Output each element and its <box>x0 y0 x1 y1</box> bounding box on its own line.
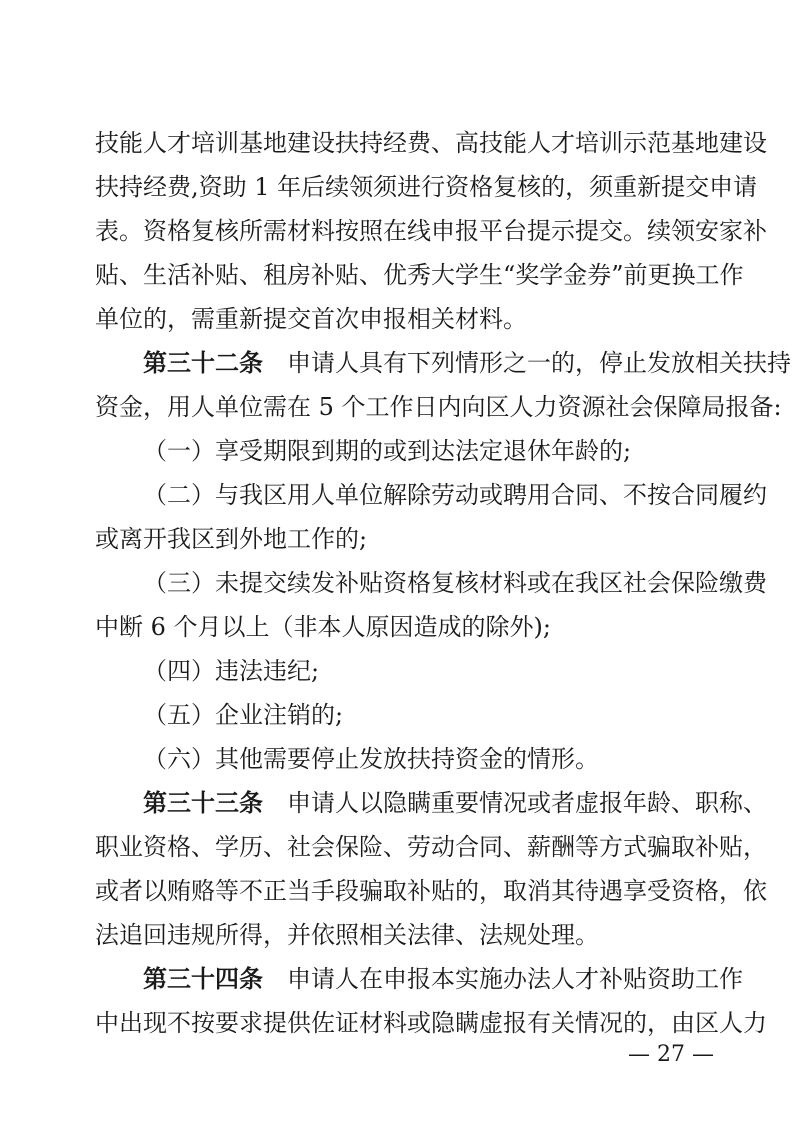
page-number: — 27 — <box>628 1042 714 1067</box>
text-line: 资金，用人单位需在 5 个工作日内向区人力资源社会保障局报备: <box>95 393 782 421</box>
text-line: 扶持经费,资助 1 年后续领须进行资格复核的，须重新提交申请 <box>95 173 758 201</box>
text-line: 单位的，需重新提交首次申报相关材料。 <box>95 305 527 333</box>
article-32-number: 第三十二条 <box>143 349 263 377</box>
article-32-first-line <box>143 343 791 383</box>
text-line: 或离开我区到外地工作的; <box>95 525 368 553</box>
text-line: 中断 6 个月以上（非本人原因造成的除外); <box>95 613 551 641</box>
text-line: 贴、生活补贴、租房补贴、优秀大学生“奖学金券”前更换工作 <box>95 261 744 289</box>
list-item: （六）其他需要停止发放扶持资金的情形。 <box>143 745 599 773</box>
text-line: 中出现不按要求提供佐证材料或隐瞒虚报有关情况的，由区人力 <box>95 1009 767 1037</box>
list-item: （二）与我区用人单位解除劳动或聘用合同、不按合同履约 <box>143 481 767 509</box>
article-33-number: 第三十三条 <box>143 789 263 817</box>
list-item: （五）企业注销的; <box>143 701 344 729</box>
article-33-first-line <box>143 783 767 823</box>
list-item: （三）未提交续发补贴资格复核材料或在我区社会保险缴费 <box>143 569 767 597</box>
text-line: 职业资格、学历、社会保险、劳动合同、薪酬等方式骗取补贴， <box>95 833 767 861</box>
text-line: 技能人才培训基地建设扶持经费、高技能人才培训示范基地建设 <box>95 129 767 157</box>
article-32-text: 申请人具有下列情形之一的，停止发放相关扶持 <box>287 349 791 377</box>
article-34-number: 第三十四条 <box>143 965 263 993</box>
list-item: （四）违法违纪; <box>143 657 320 685</box>
text-line: 法追回违规所得，并依照相关法律、法规处理。 <box>95 921 599 949</box>
text-line: 表。资格复核所需材料按照在线申报平台提示提交。续领安家补 <box>95 217 767 245</box>
list-item: （一）享受期限到期的或到达法定退休年龄的; <box>143 437 632 465</box>
article-34-text: 申请人在申报本实施办法人才补贴资助工作 <box>287 965 743 993</box>
text-line: 或者以贿赂等不正当手段骗取补贴的，取消其待遇享受资格，依 <box>95 877 767 905</box>
article-34-first-line <box>143 959 743 999</box>
article-33-text: 申请人以隐瞒重要情况或者虚报年龄、职称、 <box>287 789 767 817</box>
